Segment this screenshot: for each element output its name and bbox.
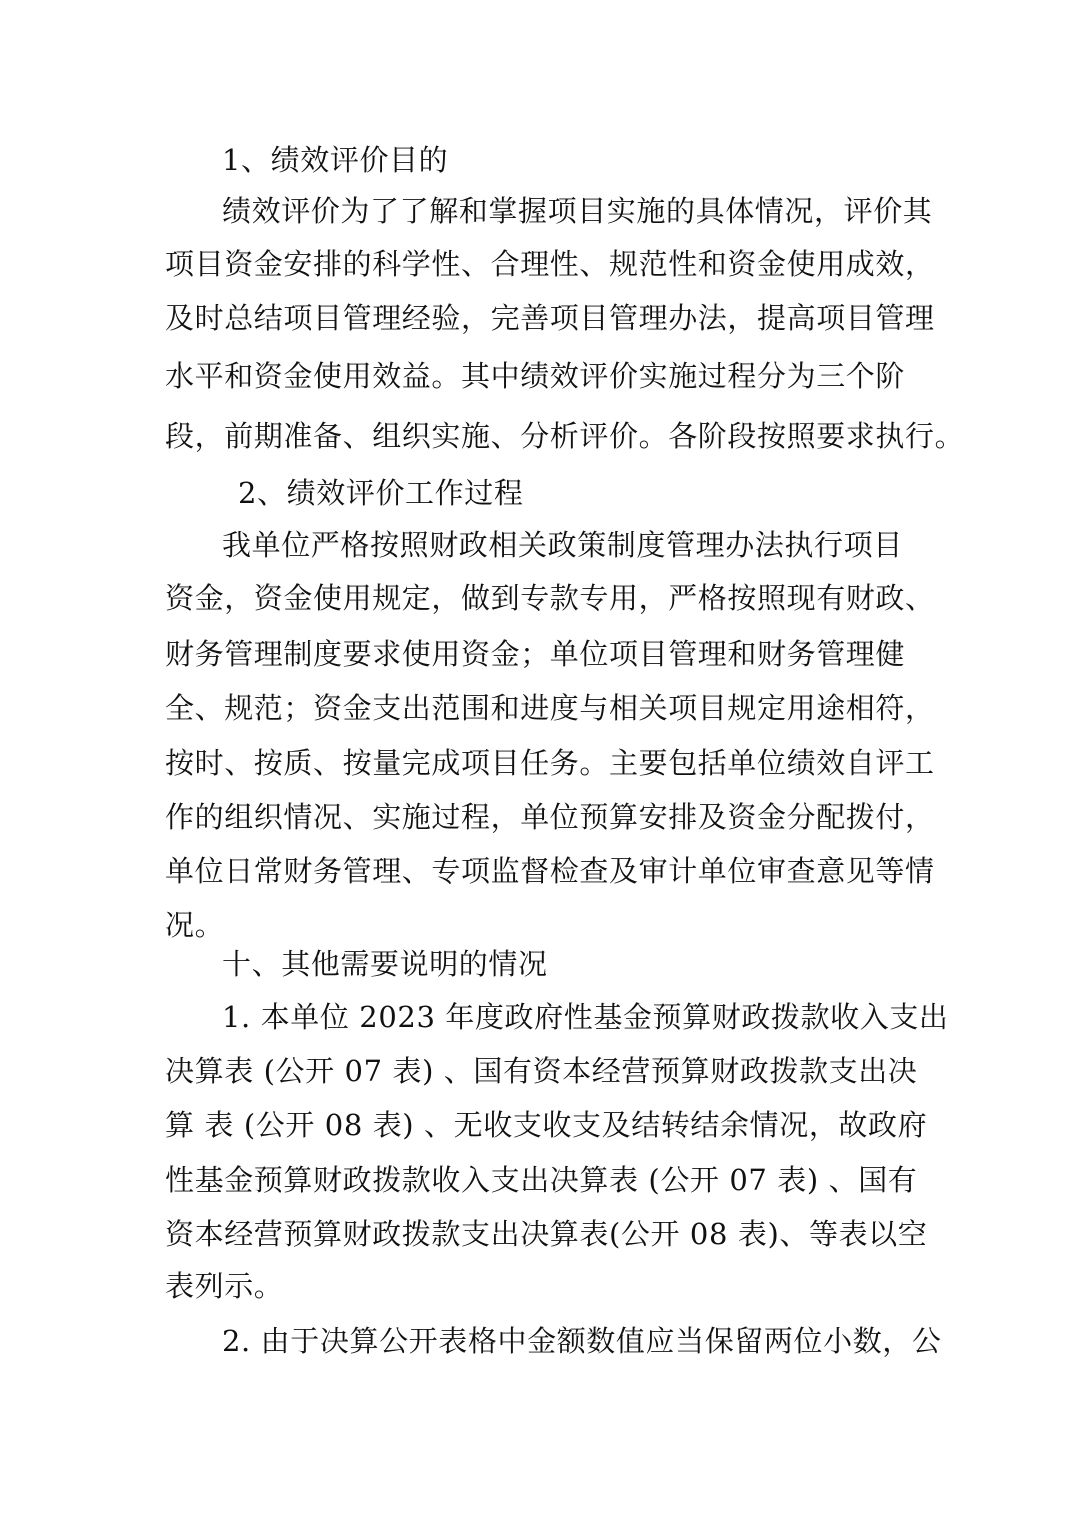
paragraph-line: 算 表 (公开 08 表) 、无收支收支及结转结余情况，故政府 xyxy=(165,1108,928,1142)
paragraph-line: 决算表 (公开 07 表) 、国有资本经营预算财政拨款支出决 xyxy=(165,1054,918,1088)
paragraph-line: 表列示。 xyxy=(165,1269,284,1303)
paragraph-line: 水平和资金使用效益。其中绩效评价实施过程分为三个阶 xyxy=(165,359,906,393)
paragraph-line: 资金，资金使用规定，做到专款专用，严格按照现有财政、 xyxy=(165,581,935,615)
section-heading-other: 十、其他需要说明的情况 xyxy=(222,947,548,981)
paragraph-line: 项目资金安排的科学性、合理性、规范性和资金使用成效， xyxy=(165,247,935,281)
paragraph-line: 资本经营预算财政拨款支出决算表(公开 08 表)、等表以空 xyxy=(165,1217,928,1251)
paragraph-line: 全、规范；资金支出范围和进度与相关项目规定用途相符， xyxy=(165,691,935,725)
section-heading-purpose: 1、绩效评价目的 xyxy=(222,143,449,177)
paragraph-line: 性基金预算财政拨款收入支出决算表 (公开 07 表) 、国有 xyxy=(165,1163,918,1197)
paragraph-line: 我单位严格按照财政相关政策制度管理办法执行项目 xyxy=(222,528,903,562)
paragraph-line: 绩效评价为了了解和掌握项目实施的具体情况，评价其 xyxy=(222,194,933,228)
paragraph-line: 财务管理制度要求使用资金；单位项目管理和财务管理健 xyxy=(165,637,906,671)
paragraph-line: 1. 本单位 2023 年度政府性基金预算财政拨款收入支出 xyxy=(222,1000,949,1034)
paragraph-line: 2. 由于决算公开表格中金额数值应当保留两位小数，公 xyxy=(222,1324,942,1358)
paragraph-line: 作的组织情况、实施过程，单位预算安排及资金分配拨付， xyxy=(165,800,935,834)
section-heading-process: 2、绩效评价工作过程 xyxy=(238,476,524,510)
paragraph-line: 况。 xyxy=(165,908,225,942)
paragraph-line: 及时总结项目管理经验，完善项目管理办法，提高项目管理 xyxy=(165,301,935,335)
paragraph-line: 按时、按质、按量完成项目任务。主要包括单位绩效自评工 xyxy=(165,746,935,780)
paragraph-line: 段，前期准备、组织实施、分析评价。各阶段按照要求执行。 xyxy=(165,419,965,453)
paragraph-line: 单位日常财务管理、专项监督检查及审计单位审查意见等情 xyxy=(165,854,935,888)
